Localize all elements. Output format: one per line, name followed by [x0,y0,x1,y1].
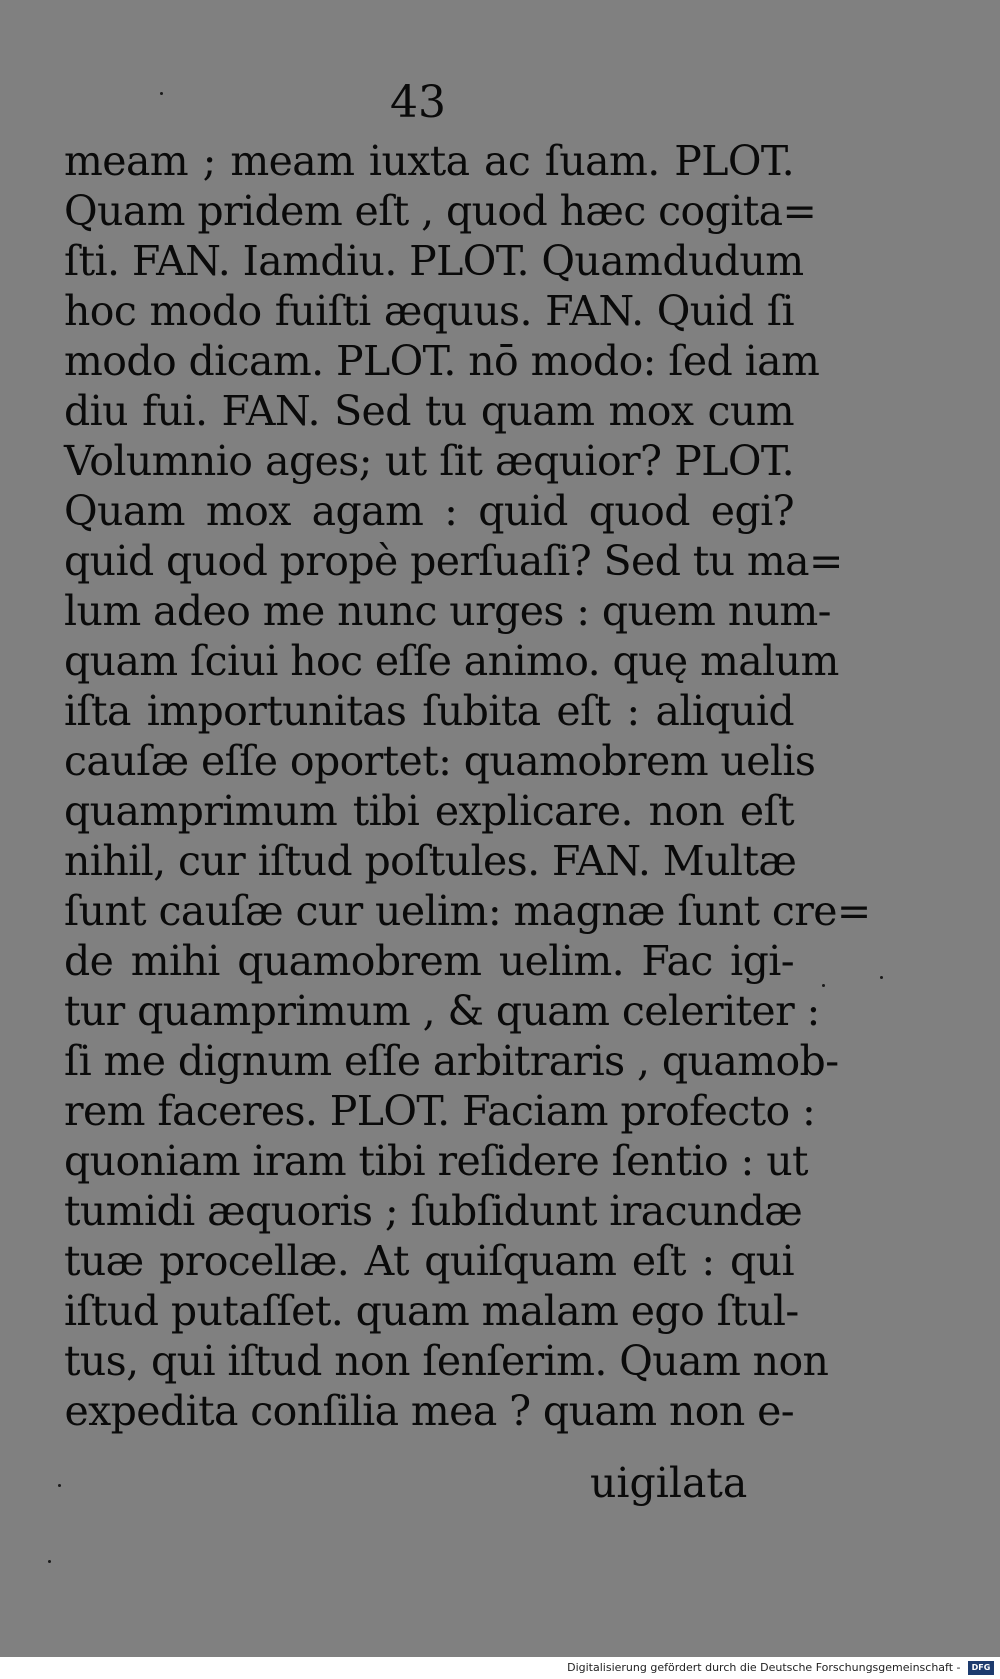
text-line: cauſæ eſſe oportet: quamobrem uelis [64,737,816,785]
text-line: de mihi quamobrem uelim. Fac igi- [64,937,794,985]
text-line: tur quamprimum , & quam celeriter : [64,987,820,1035]
text-line: iſtud putaſſet. quam malam ego ſtul- [64,1287,799,1335]
text-line: expedita conſilia mea ? quam non e- [64,1387,794,1435]
scan-speck [160,92,163,95]
text-line: rem faceres. PLOT. Faciam profecto : [64,1087,816,1135]
text-line: quoniam iram tibi reſidere ſentio : ut [64,1137,808,1185]
text-line: quam ſciui hoc eſſe animo. quę malum [64,637,839,685]
scan-speck [58,1484,61,1487]
text-line: tumidi æquoris ; ſubſidunt iracundæ [64,1187,803,1235]
text-line: tus, qui iſtud non ſenſerim. Quam non [64,1337,829,1385]
footer-credit: Digitalisierung gefördert durch die Deutsche Forschungsgemeinschaft - [567,1661,961,1674]
text-line: hoc modo fuiſti æquus. FAN. Quid ſi [64,287,794,335]
text-line: quamprimum tibi explicare. non eſt [64,787,794,835]
page-number: 43 [390,77,446,128]
scan-speck [822,984,825,987]
scan-speck [880,976,883,979]
text-line: Quam pridem eſt , quod hæc cogita= [64,187,817,235]
scan-speck [48,1560,51,1563]
text-line: quid quod propè perſuaſi? Sed tu ma= [64,537,843,585]
text-line: modo dicam. PLOT. nō modo: ſed iam [64,337,820,385]
text-line: meam ; meam iuxta ac ſuam. PLOT. [64,137,794,185]
text-line: diu fui. FAN. Sed tu quam mox cum [64,387,794,435]
digitization-footer [0,1657,1000,1679]
text-line: lum adeo me nunc urges : quem num- [64,587,831,635]
text-line: tuæ procellæ. At quiſquam eſt : qui [64,1237,794,1285]
text-line: ſunt cauſæ cur uelim: magnæ ſunt cre= [64,887,871,935]
text-line: iſta importunitas ſubita eſt : aliquid [64,687,794,735]
catchword: uigilata [590,1459,748,1507]
dfg-logo-icon: DFG [968,1661,994,1675]
text-line: Volumnio ages; ut ſit æquior? PLOT. [64,437,794,485]
text-line: nihil, cur iſtud poſtules. FAN. Multæ [64,837,797,885]
text-line: ſi me dignum eſſe arbitraris , quamob- [64,1037,839,1085]
text-line: Quam mox agam : quid quod egi? [64,487,794,535]
text-line: ſti. FAN. Iamdiu. PLOT. Quamdudum [64,237,804,285]
body-text [64,136,871,1436]
